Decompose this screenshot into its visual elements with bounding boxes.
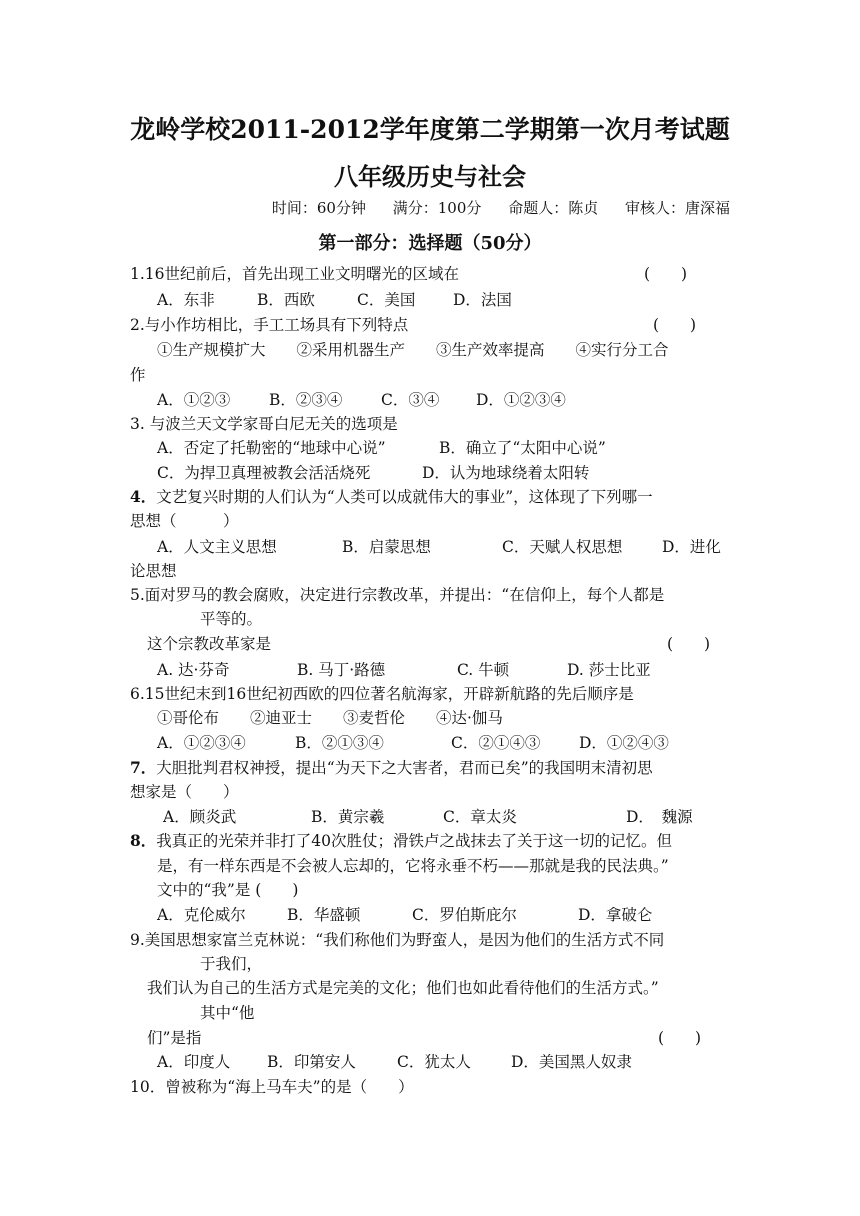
q8-option-b: B．华盛顿 xyxy=(287,906,361,924)
q6-option-c: C．②①④③ xyxy=(451,734,541,752)
q7-option-b: B．黄宗羲 xyxy=(311,808,385,826)
q1-option-d: D．法国 xyxy=(453,291,512,309)
q1-option-b: B．西欧 xyxy=(257,291,315,309)
exam-author: 命题人：陈贞 xyxy=(508,199,599,217)
section-heading: 第一部分：选择题（50分） xyxy=(318,233,542,254)
q5-options xyxy=(157,660,651,680)
q1-answer-paren: ( ) xyxy=(644,265,688,283)
exam-meta xyxy=(272,197,730,218)
q2-option-b: B．②③④ xyxy=(269,391,343,409)
q8-option-d: D．拿破仑 xyxy=(578,906,653,924)
q1-stem: 1.16世纪前后，首先出现工业文明曙光的区域在 xyxy=(130,265,460,283)
q9-answer-paren: ( ) xyxy=(658,1029,702,1047)
q9-stem-quote: 我们认为自己的生活方式是完美的文化；他们也如此看待他们的生活方式。” xyxy=(147,979,659,997)
q5-option-d: D. 莎士比亚 xyxy=(567,661,651,679)
q7-number: 7． xyxy=(130,758,157,777)
q2-option-c: C．③④ xyxy=(381,391,440,409)
q2-option-a: A．①②③ xyxy=(157,391,231,409)
q7-options xyxy=(163,807,693,827)
q4-stem-wrap: 思想（ ） xyxy=(130,512,239,530)
q5-option-b: B. 马丁·路德 xyxy=(297,661,386,679)
q9-option-d: D．美国黑人奴隶 xyxy=(511,1053,632,1071)
q3-options-row1 xyxy=(157,438,606,458)
q2-items-wrap: 作 xyxy=(130,366,146,384)
q6-option-d: D．①②④③ xyxy=(579,734,669,752)
q6-option-b: B．②①③④ xyxy=(295,734,384,752)
q3-options-row2 xyxy=(157,463,589,483)
q1-option-a: A．东非 xyxy=(157,291,215,309)
q3-option-c: C．为捍卫真理被教会活活烧死 xyxy=(157,464,371,482)
exam-score: 满分：100分 xyxy=(392,199,482,217)
q9-options xyxy=(157,1052,632,1072)
q4-options xyxy=(157,537,721,557)
q3-stem: 3. 与波兰天文学家哥白尼无关的选项是 xyxy=(130,415,398,433)
exam-time: 时间：60分钟 xyxy=(271,199,366,217)
exam-reviewer: 审核人：唐深福 xyxy=(624,199,730,217)
q8-option-a: A．克伦威尔 xyxy=(157,906,246,924)
q7-stem-wrap: 想家是（ ） xyxy=(130,783,239,801)
q1-option-c: C．美国 xyxy=(357,291,416,309)
q9-stem-question: 们”是指 xyxy=(147,1029,202,1047)
q7-option-c: C．章太炎 xyxy=(443,808,517,826)
q5-option-c: C. 牛顿 xyxy=(457,661,510,679)
q4-stem-text: 文艺复兴时期的人们认为“人类可以成就伟大的事业”，这体现了下列哪一 xyxy=(156,488,653,506)
q5-answer-paren: ( ) xyxy=(667,635,711,653)
q5-option-a: A. 达·芬奇 xyxy=(157,661,230,679)
q8-stem xyxy=(130,831,672,851)
exam-title: 龙岭学校2011-2012学年度第二学期第一次月考试题 xyxy=(130,115,730,144)
q2-items: ①生产规模扩大 ②采用机器生产 ③生产效率提高 ④实行分工合 xyxy=(157,341,669,359)
q7-stem-text: 大胆批判君权神授，提出“为天下之大害者，君而已矣”的我国明末清初思 xyxy=(156,759,653,777)
q9-option-a: A．印度人 xyxy=(157,1053,231,1071)
q8-number: 8． xyxy=(130,831,157,850)
q4-option-c: C．天赋人权思想 xyxy=(502,538,623,556)
q6-option-a: A．①②③④ xyxy=(157,734,246,752)
q9-stem: 9.美国思想家富兰克林说：“我们称他们为野蛮人，是因为他们的生活方式不同 xyxy=(130,931,665,949)
q6-items: ①哥伦布 ②迪亚士 ③麦哲伦 ④达·伽马 xyxy=(157,709,503,727)
q7-option-a: A．顾炎武 xyxy=(163,808,237,826)
q6-options xyxy=(157,733,669,753)
q5-stem-wrap: 平等的。 xyxy=(200,610,263,628)
q2-option-d: D．①②③④ xyxy=(476,391,566,409)
q4-option-wrap: 论思想 xyxy=(130,562,177,580)
q9-option-b: B．印第安人 xyxy=(267,1053,356,1071)
q2-options xyxy=(157,390,566,410)
q1-options xyxy=(157,290,512,310)
q4-number: 4． xyxy=(130,487,157,506)
q8-options xyxy=(157,905,652,925)
q8-stem-text: 我真正的光荣并非打了40次胜仗；滑铁卢之战抹去了关于这一切的记忆。但 xyxy=(156,832,673,850)
q8-stem-question: 文中的“我”是 ( ) xyxy=(157,881,299,899)
q4-stem xyxy=(130,487,653,507)
q4-option-b: B．启蒙思想 xyxy=(342,538,431,556)
q9-option-c: C．犹太人 xyxy=(397,1053,471,1071)
q2-answer-paren: ( ) xyxy=(653,316,697,334)
q5-stem-question: 这个宗教改革家是 xyxy=(147,635,272,653)
q4-option-d: D．进化 xyxy=(662,538,721,556)
q9-stem-wrap1: 于我们， xyxy=(200,955,263,973)
q3-option-a: A．否定了托勒密的“地球中心说” xyxy=(157,439,386,457)
exam-subtitle: 八年级历史与社会 xyxy=(334,162,526,191)
q8-stem-wrap: 是，有一样东西是不会被人忘却的，它将永垂不朽——那就是我的民法典。” xyxy=(157,857,669,875)
q10-stem: 10．曾被称为“海上马车夫”的是（ ） xyxy=(130,1078,414,1096)
q7-option-d: D． 魏源 xyxy=(626,808,693,826)
q3-option-b: B．确立了“太阳中心说” xyxy=(439,439,606,457)
q3-option-d: D．认为地球绕着太阳转 xyxy=(422,464,590,482)
q6-stem: 6.15世纪末到16世纪初西欧的四位著名航海家，开辟新航路的先后顺序是 xyxy=(130,685,634,703)
q5-stem: 5.面对罗马的教会腐败，决定进行宗教改革，并提出：“在信仰上，每个人都是 xyxy=(130,586,665,604)
q8-option-c: C．罗伯斯庇尔 xyxy=(412,906,517,924)
q4-option-a: A．人文主义思想 xyxy=(157,538,277,556)
q7-stem xyxy=(130,758,653,778)
q9-stem-wrap2: 其中“他 xyxy=(200,1004,255,1022)
q2-stem: 2.与小作坊相比，手工工场具有下列特点 xyxy=(130,316,409,334)
